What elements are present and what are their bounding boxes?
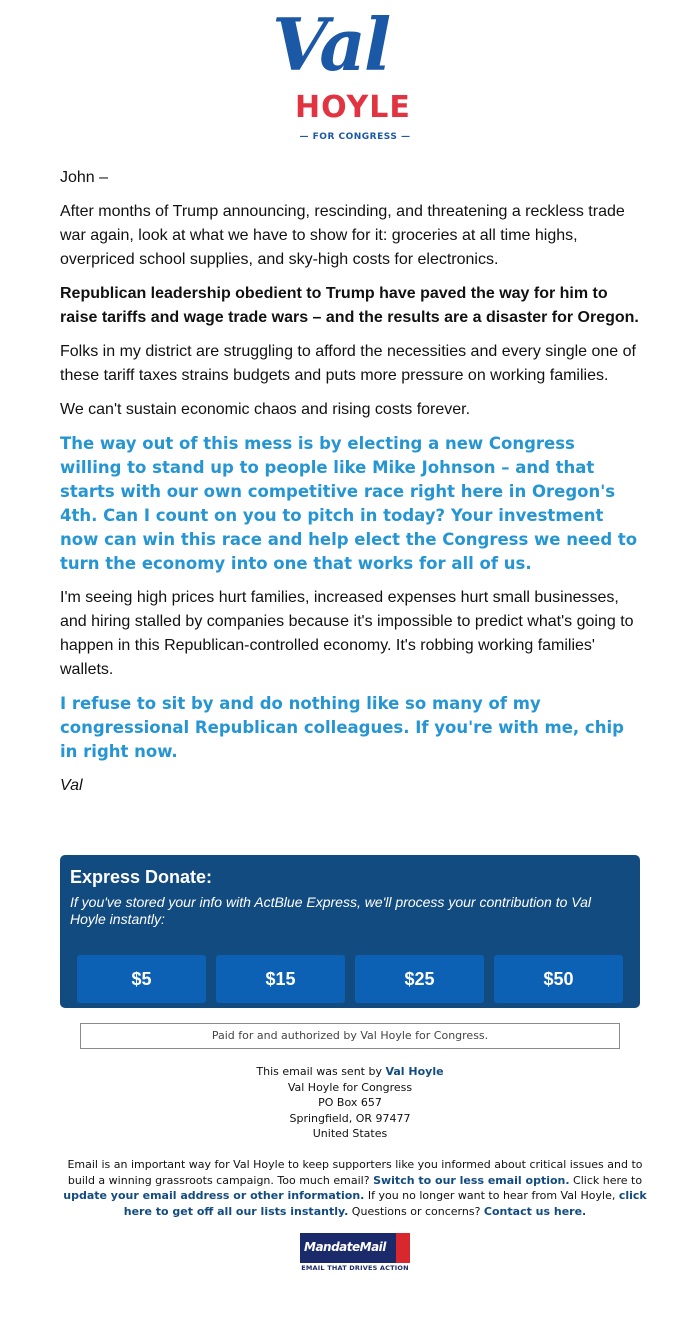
paragraph-5-highlight: The way out of this mess is by electing a new Congress willing to stand up to people like Mike Johnson – and that starts with our own competitive race right here in Oregon's 4th. Can I count on you to pitch in today? Your investment now can win this race and help elect the Congress we need to turn the economy into one that works for all of us. (60, 434, 638, 573)
paragraph-2-bold: Republican leadership obedient to Trump have paved the way for him to raise tariffs and wage trade wars – and the results are a disaster for Oregon. (60, 285, 639, 326)
paragraph-4: We can't sustain economic chaos and rising costs forever. (60, 401, 471, 418)
footer-text-4: Questions or concerns? (348, 1204, 484, 1218)
paragraph-7-highlight: I refuse to sit by and do nothing like so many of my congressional Republican colleagues. If you're with me, chip in right now. (60, 694, 624, 761)
footer-text-3: If you no longer want to hear from Val Hoyle, (364, 1189, 619, 1202)
signature: Val (60, 777, 83, 794)
update-info-link[interactable]: update your email address or other information. (63, 1189, 365, 1202)
badge-wordmark: MandateMail (304, 1240, 386, 1254)
paragraph-3: Folks in my district are struggling to afford the necessities and every single one of these tariff taxes strains budgets and puts more pressure on working families. (60, 343, 636, 384)
logo-subtitle: — FOR CONGRESS — (299, 132, 411, 142)
paragraph-1: After months of Trump announcing, rescinding, and threatening a reckless trade war again, look at what we have to show for it: groceries at all time highs, overpriced school supplies, and sky-high costs for electronics. (60, 203, 625, 268)
org-name: Val Hoyle for Congress (287, 1080, 413, 1094)
donate-description: If you've stored your info with ActBlue Express, we'll process your contribution to Val Hoyle instantly: (70, 894, 591, 927)
logo-name: HOYLE (295, 90, 411, 125)
campaign-logo (270, 2, 430, 142)
email-body (60, 166, 640, 808)
donate-button-25[interactable]: $25 (355, 955, 484, 1003)
mandatemail-badge[interactable] (300, 1233, 410, 1275)
less-email-link[interactable]: Switch to our less email option. (373, 1173, 570, 1187)
contact-link[interactable]: Contact us here. (483, 1204, 587, 1218)
donate-title: Express Donate: (70, 867, 213, 887)
paragraph-6: I'm seeing high prices hurt families, increased expenses hurt small businesses, and hiring stalled by companies because it's impossible to predict what's going to happen in this Republican-controlled economy. It's robbing working families' wallets. (60, 589, 634, 678)
logo-script: Val (272, 2, 390, 87)
badge-flag-icon (396, 1233, 410, 1263)
badge-tagline: EMAIL THAT DRIVES ACTION (301, 1264, 409, 1272)
express-donate-panel (60, 855, 640, 1008)
country: United States (312, 1127, 388, 1140)
city-line: Springfield, OR 97477 (289, 1111, 411, 1125)
unsubscribe-link[interactable]: click here to get off all our lists instantly. (123, 1189, 647, 1218)
footer-text-2: Click here to (569, 1173, 643, 1187)
sender-address (0, 1064, 700, 1142)
donate-button-15[interactable]: $15 (216, 955, 345, 1003)
greeting: John – (60, 169, 109, 186)
sent-by-line (0, 1064, 700, 1080)
donate-button-50[interactable]: $50 (494, 955, 623, 1003)
paid-for-disclaimer: Paid for and authorized by Val Hoyle for Congress. (80, 1023, 620, 1049)
sender-name-link[interactable]: Val Hoyle (385, 1065, 444, 1078)
unsubscribe-notice (55, 1157, 655, 1219)
footer-text-1: Email is an important way for Val Hoyle to keep supporters like you informed about critical issues and to build a winning grassroots campaign. Too much email? (67, 1158, 643, 1187)
po-box: PO Box 657 (318, 1096, 382, 1109)
donate-button-5[interactable]: $5 (77, 955, 206, 1003)
sent-by-prefix: This email was sent by (256, 1065, 386, 1078)
